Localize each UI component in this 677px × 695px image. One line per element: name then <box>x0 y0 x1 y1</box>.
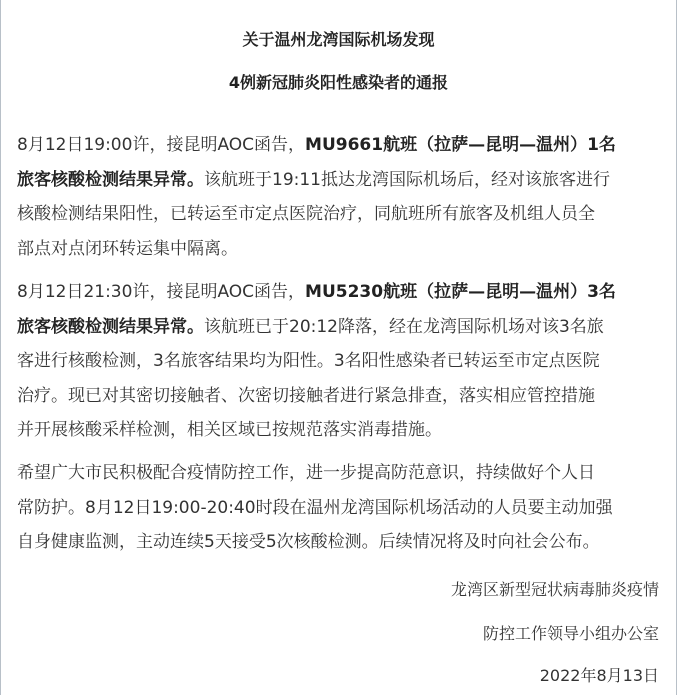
paragraph-line: 客进行核酸检测，3名旅客结果均为阳性。3名阳性感染者已转运至市定点医院 <box>17 351 600 371</box>
paragraph-line <box>17 128 667 163</box>
paragraph-1 <box>17 128 667 266</box>
signature-org-line-1: 龙湾区新型冠状病毒肺炎疫情 <box>450 580 659 599</box>
bold-text: MU9661航班（拉萨—昆明—温州）1名 <box>305 135 616 155</box>
paragraph-line: 希望广大市民积极配合疫情防控工作，进一步提高防范意识，持续做好个人日 <box>17 463 595 483</box>
paragraph-3 <box>17 456 667 560</box>
text: 8月12日19:00许，接昆明AOC函告， <box>17 135 306 155</box>
paragraph-line: 治疗。现已对其密切接触者、次密切接触者进行紧急排查，落实相应管控措施 <box>17 385 595 406</box>
paragraph-line: 常防护。8月12日19:00-20:40时段在温州龙湾国际机场活动的人员要主动加强 <box>17 497 613 518</box>
title-line-1: 关于温州龙湾国际机场发现 <box>242 30 435 49</box>
text: 该航班已于20:12降落，经在龙湾国际机场对该3名旅 <box>204 316 604 337</box>
text: 8月12日21:30许，接昆明AOC函告， <box>17 282 306 302</box>
paragraph-line <box>17 163 667 198</box>
signature-org-line-2: 防控工作领导小组办公室 <box>482 624 659 643</box>
paragraph-line <box>17 310 667 345</box>
paragraph-line <box>17 275 667 310</box>
paragraph-line: 核酸检测结果阳性，已转运至市定点医院治疗，同航班所有旅客及机组人员全 <box>17 204 595 224</box>
title-line-2: 4例新冠肺炎阳性感染者的通报 <box>228 73 449 92</box>
paragraph-line: 部点对点闭环转运集中隔离。 <box>17 238 238 259</box>
signature-date: 2022年8月13日 <box>539 666 659 685</box>
bold-text: MU5230航班（拉萨—昆明—温州）3名 <box>305 282 616 302</box>
text: 该航班于19:11抵达龙湾国际机场后，经对该旅客进行 <box>204 169 610 190</box>
paragraph-2 <box>17 275 667 448</box>
bold-text: 旅客核酸检测结果异常。 <box>17 169 204 190</box>
bold-text: 旅客核酸检测结果异常。 <box>17 316 204 337</box>
paragraph-line: 自身健康监测，主动连续5天接受5次核酸检测。后续情况将及时向社会公布。 <box>17 532 600 552</box>
paragraph-line: 并开展核酸采样检测，相关区域已按规范落实消毒措施。 <box>17 420 442 440</box>
